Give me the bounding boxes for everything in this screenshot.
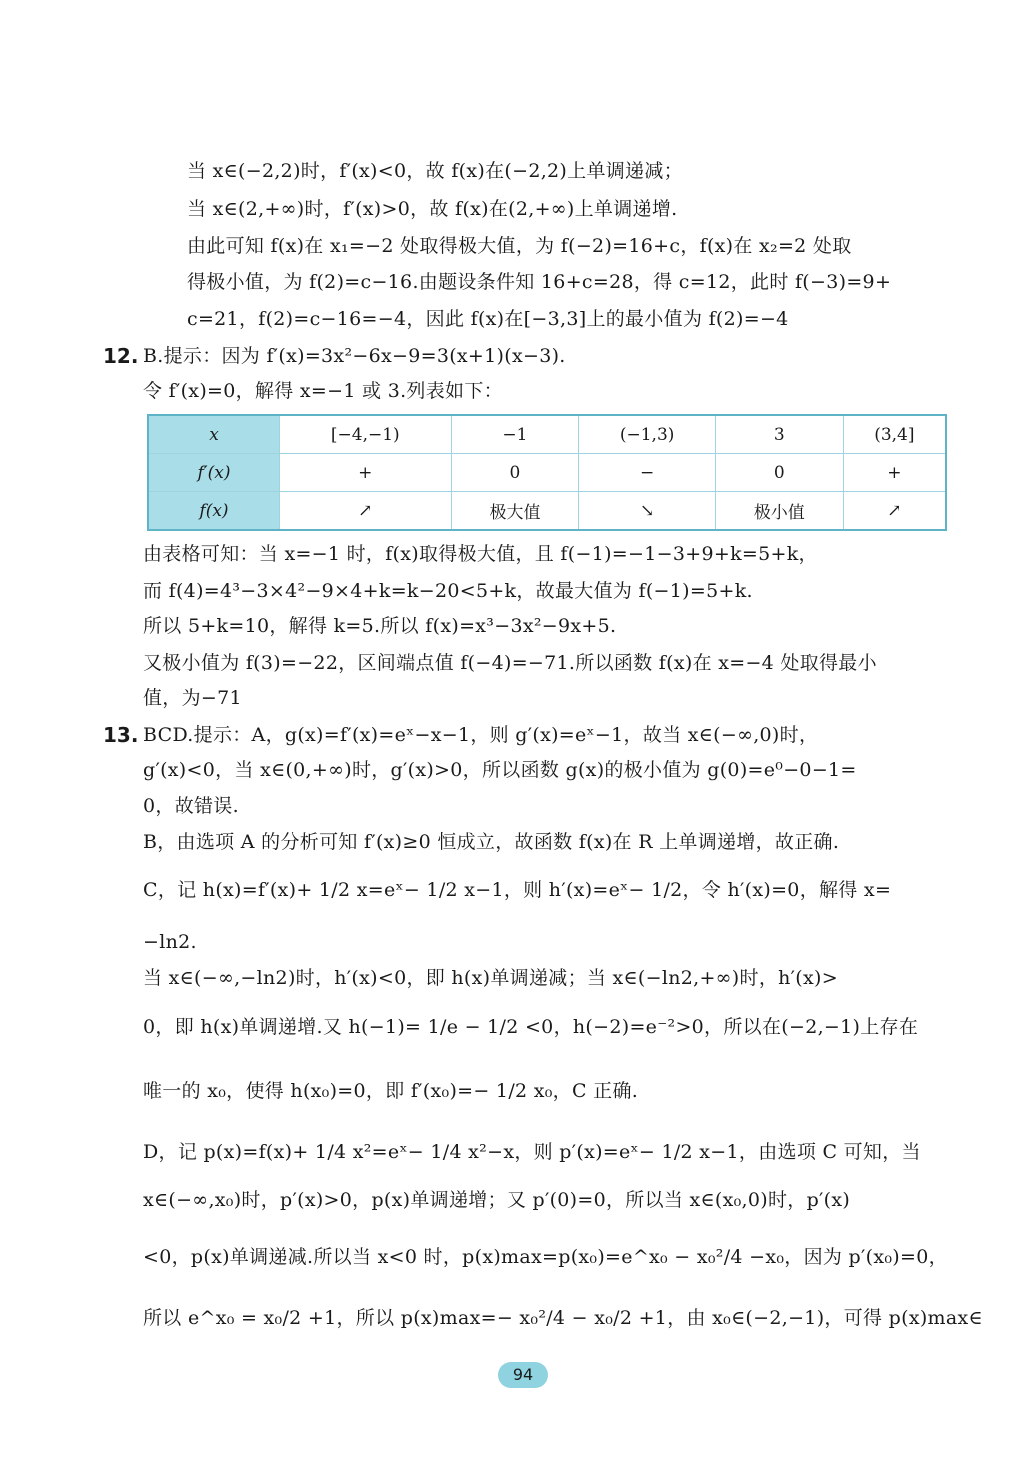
- table-row: [148, 454, 946, 492]
- table-cell: 极大值: [451, 492, 579, 531]
- table-cell: +: [843, 454, 946, 492]
- text-line: c=21，f(2)=c−16=−4，因此 f(x)在[−3,3]上的最小值为 f(2)=−4: [187, 308, 789, 330]
- text-line: 所以 e^x₀ = x₀/2 +1，所以 p(x)max=− x₀²/4 − x₀/2 +1，由 x₀∈(−2,−1)，可得 p(x)max∈: [143, 1307, 983, 1329]
- text-line: 值，为−71: [143, 687, 242, 709]
- text-line: 唯一的 x₀，使得 h(x₀)=0，即 f′(x₀)=− 1/2 x₀，C 正确.: [143, 1080, 639, 1102]
- table-cell: 3: [715, 415, 843, 454]
- text-line: 所以 5+k=10，解得 k=5.所以 f(x)=x³−3x²−9x+5.: [143, 615, 617, 637]
- text-line: C，记 h(x)=f′(x)+ 1/2 x=eˣ− 1/2 x−1，则 h′(x)=eˣ− 1/2，令 h′(x)=0，解得 x=: [143, 879, 892, 901]
- text-line: 当 x∈(2,+∞)时，f′(x)>0，故 f(x)在(2,+∞)上单调递增.: [187, 198, 678, 220]
- text-line: D，记 p(x)=f(x)+ 1/4 x²=eˣ− 1/4 x²−x，则 p′(x)=eˣ− 1/2 x−1，由选项 C 可知，当: [143, 1141, 921, 1163]
- text-line: 得极小值，为 f(2)=c−16.由题设条件知 16+c=28，得 c=12，此时 f(−3)=9+: [187, 271, 892, 293]
- text-line: <0，p(x)单调递减.所以当 x<0 时，p(x)max=p(x₀)=e^x₀ − x₀²/4 −x₀，因为 p′(x₀)=0，: [143, 1246, 948, 1268]
- table-header-cell: x: [148, 415, 280, 454]
- table-cell: −1: [451, 415, 579, 454]
- variation-table: [147, 414, 947, 531]
- text-line: x∈(−∞,x₀)时，p′(x)>0，p(x)单调递增；又 p′(0)=0，所以当 x∈(x₀,0)时，p′(x): [143, 1189, 851, 1211]
- text-line: −ln2.: [143, 931, 197, 953]
- text-line: 由表格可知：当 x=−1 时，f(x)取得极大值，且 f(−1)=−1−3+9+k=5+k，: [143, 543, 818, 565]
- question-number-12: 12.: [103, 344, 139, 368]
- increasing-arrow-icon: ↗: [280, 492, 452, 531]
- table-cell: −: [579, 454, 716, 492]
- table-header-cell: f′(x): [148, 454, 280, 492]
- text-line: B.提示：因为 f′(x)=3x²−6x−9=3(x+1)(x−3).: [143, 345, 566, 367]
- question-number-13: 13.: [103, 723, 139, 747]
- text-line: 0，即 h(x)单调递增.又 h(−1)= 1/e − 1/2 <0，h(−2)=e⁻²>0，所以在(−2,−1)上存在: [143, 1016, 919, 1038]
- text-line: 又极小值为 f(3)=−22，区间端点值 f(−4)=−71.所以函数 f(x)在 x=−4 处取得最小: [143, 652, 877, 674]
- table-cell: 0: [451, 454, 579, 492]
- text-line: B，由选项 A 的分析可知 f′(x)≥0 恒成立，故函数 f(x)在 R 上单调递增，故正确.: [143, 831, 840, 853]
- table-row: [148, 415, 946, 454]
- table-cell: 极小值: [715, 492, 843, 531]
- text-line: g′(x)<0，当 x∈(0,+∞)时，g′(x)>0，所以函数 g(x)的极小值为 g(0)=e⁰−0−1=: [143, 759, 857, 781]
- text-line: 由此可知 f(x)在 x₁=−2 处取得极大值，为 f(−2)=16+c，f(x)在 x₂=2 处取: [187, 235, 852, 257]
- text-line: 当 x∈(−∞,−ln2)时，h′(x)<0，即 h(x)单调递减；当 x∈(−ln2,+∞)时，h′(x)>: [143, 967, 838, 989]
- page-number-badge: 94: [498, 1362, 548, 1388]
- table-row: [148, 492, 946, 531]
- table-cell: (3,4]: [843, 415, 946, 454]
- increasing-arrow-icon: ↗: [843, 492, 946, 531]
- table-cell: [−4,−1): [280, 415, 452, 454]
- table-header-cell: f(x): [148, 492, 280, 531]
- text-line: 令 f′(x)=0，解得 x=−1 或 3.列表如下：: [143, 380, 503, 402]
- text-line: 当 x∈(−2,2)时，f′(x)<0，故 f(x)在(−2,2)上单调递减；: [187, 160, 683, 182]
- text-line: 0，故错误.: [143, 795, 239, 817]
- text-line: 而 f(4)=4³−3×4²−9×4+k=k−20<5+k，故最大值为 f(−1)=5+k.: [143, 580, 753, 602]
- table-cell: +: [280, 454, 452, 492]
- text-line: BCD.提示：A，g(x)=f′(x)=eˣ−x−1，则 g′(x)=eˣ−1，故当 x∈(−∞,0)时，: [143, 724, 819, 746]
- table-cell: 0: [715, 454, 843, 492]
- table-cell: (−1,3): [579, 415, 716, 454]
- decreasing-arrow-icon: ↘: [579, 492, 716, 531]
